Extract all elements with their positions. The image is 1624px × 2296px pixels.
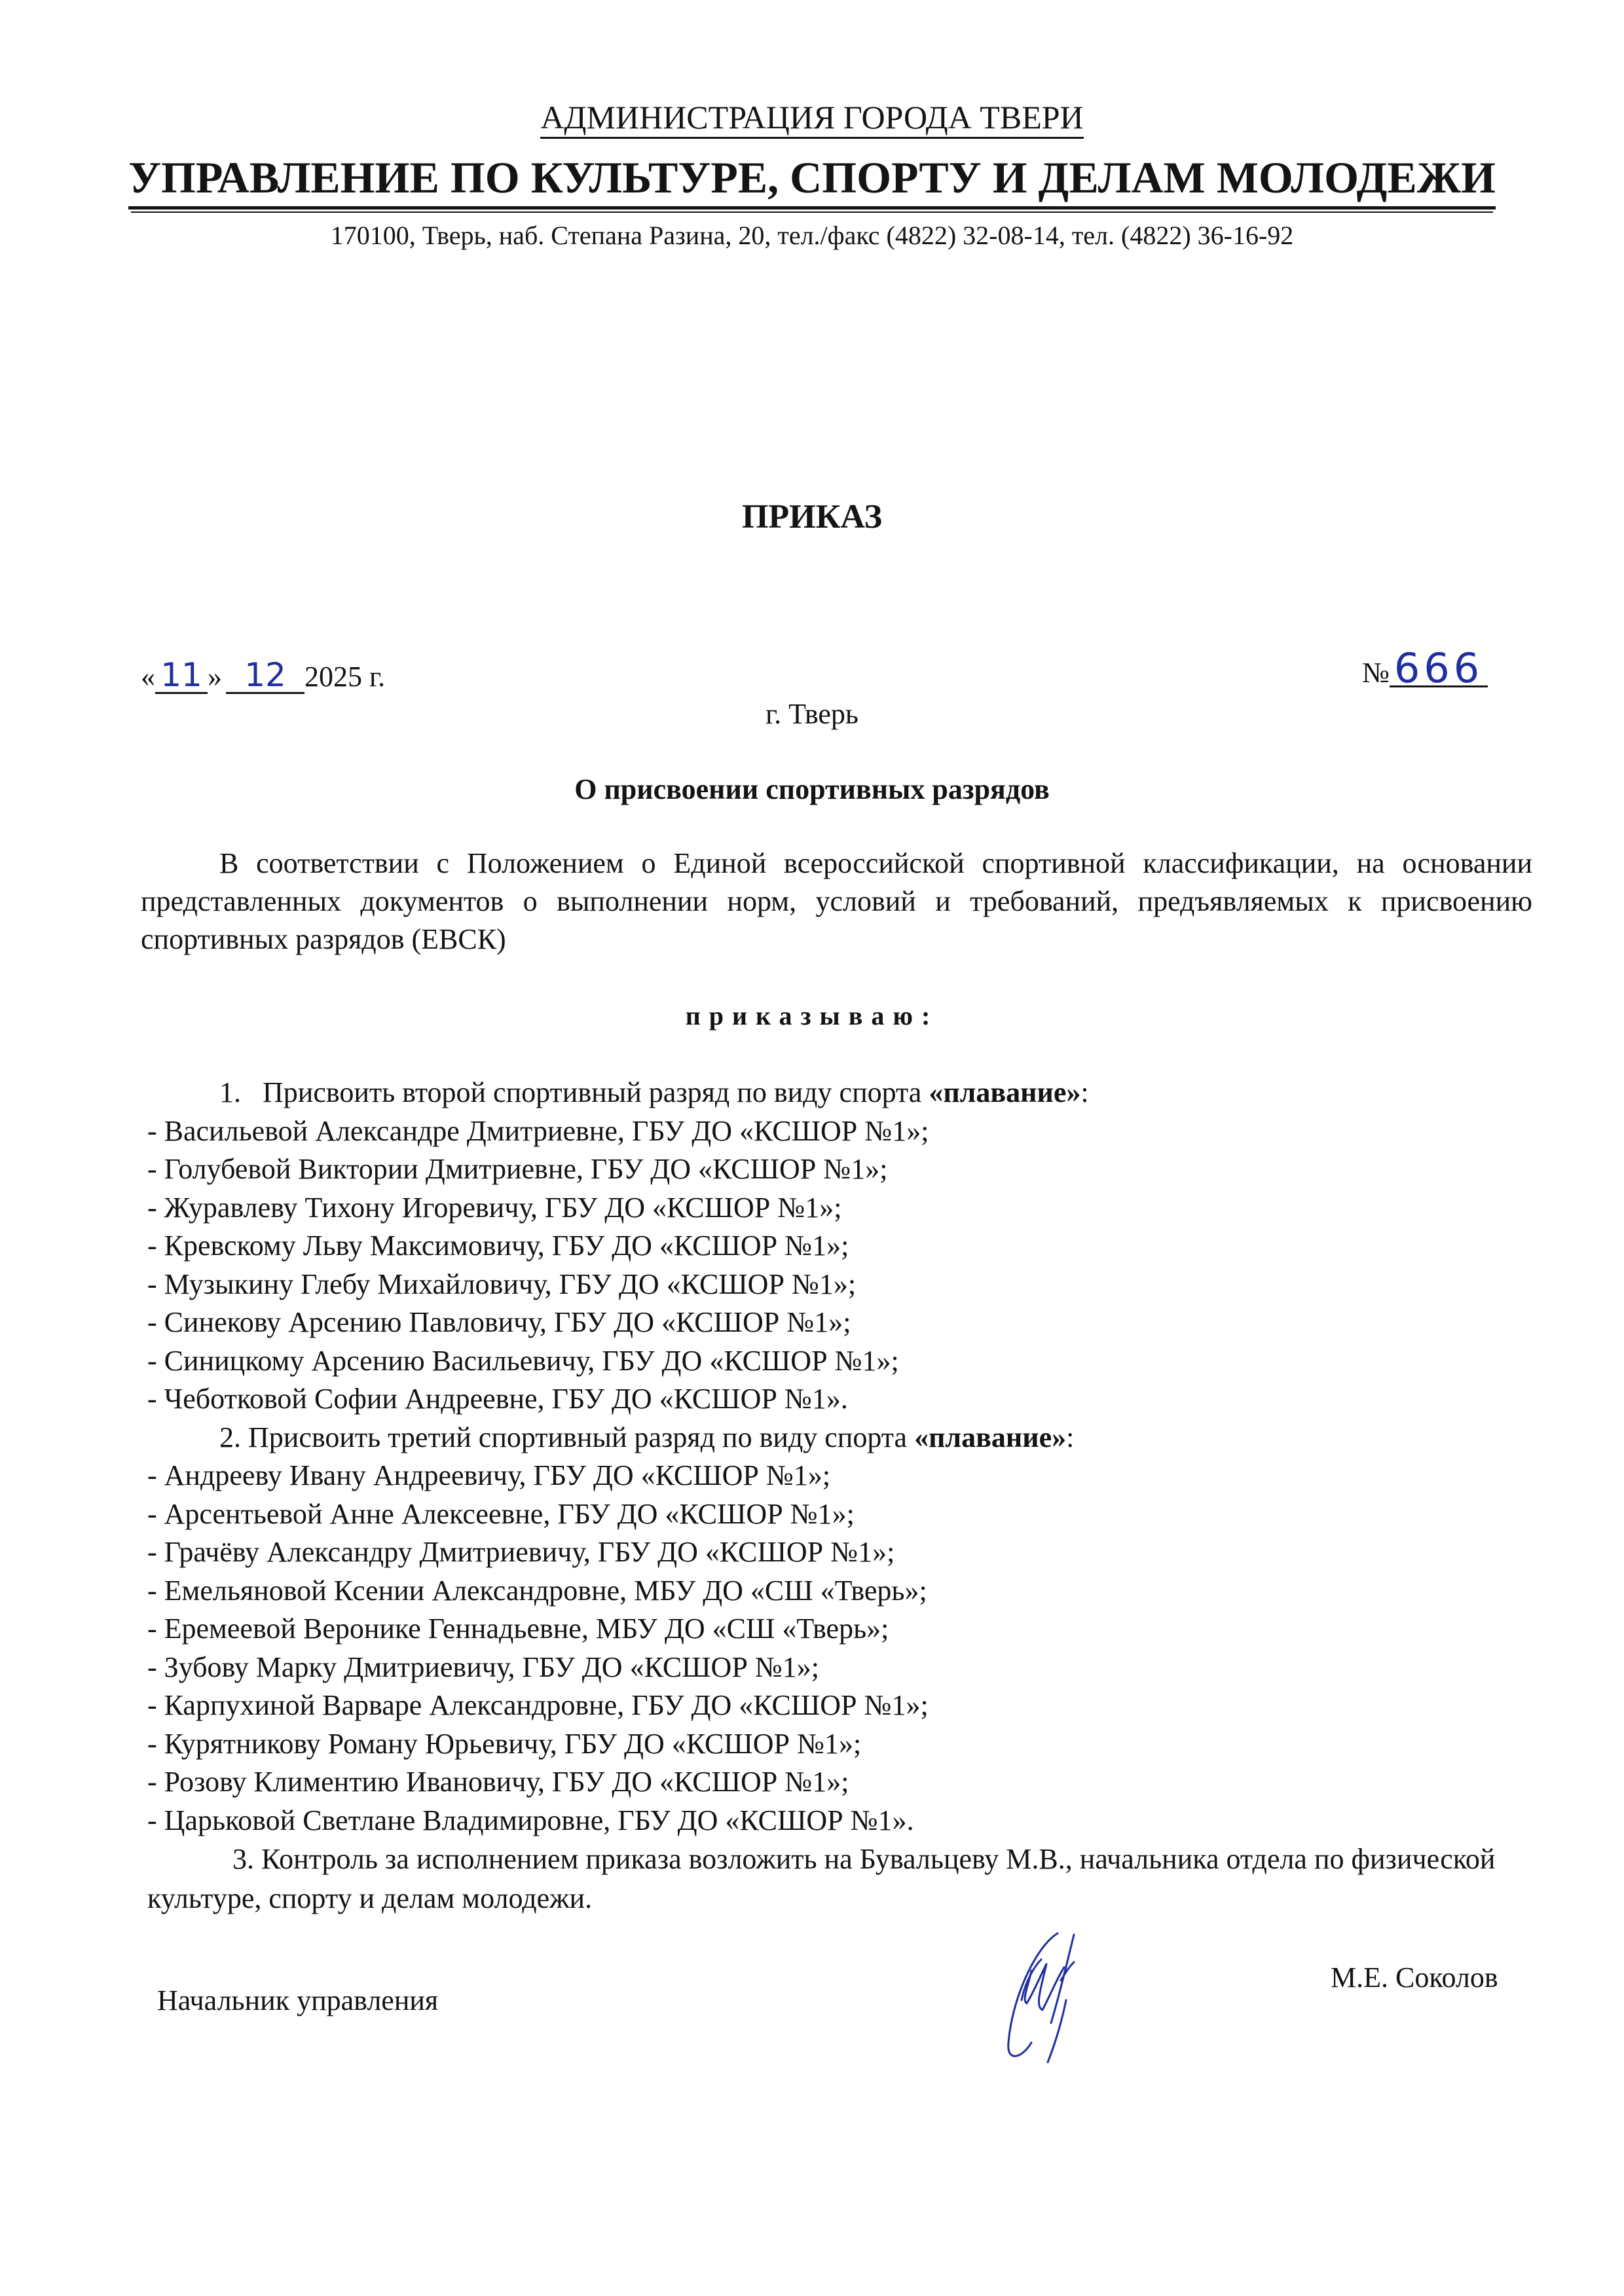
item-1-lead: 1. Присвоить второй спортивный разряд по виду спорта bbox=[219, 1076, 929, 1108]
administration-name: АДМИНИСТРАЦИЯ ГОРОДА ТВЕРИ bbox=[540, 99, 1083, 139]
list-item: - Еремеевой Веронике Геннадьевне, МБУ ДО «СШ «Тверь»; bbox=[147, 1613, 889, 1645]
list-item: - Карпухиной Варваре Александровне, ГБУ ДО «КСШОР №1»; bbox=[147, 1689, 929, 1721]
list-item: - Кревскому Льву Максимовичу, ГБУ ДО «КСШОР №1»; bbox=[147, 1230, 849, 1262]
number-handwritten: 666 bbox=[1390, 651, 1488, 687]
list-item: - Розову Климентию Ивановичу, ГБУ ДО «КСШОР №1»; bbox=[147, 1766, 849, 1798]
list-item: - Емельяновой Ксении Александровне, МБУ ДО «СШ «Тверь»; bbox=[147, 1574, 927, 1607]
order-items bbox=[147, 1074, 1542, 1918]
list-item: - Арсентьевой Анне Алексеевне, ГБУ ДО «КСШОР №1»; bbox=[147, 1497, 855, 1530]
item-2-lead: 2. Присвоить третий спортивный разряд по виду спорта bbox=[219, 1421, 915, 1453]
order-item-1 bbox=[147, 1074, 1542, 1112]
document-date bbox=[141, 658, 385, 694]
document-subject: О присвоении спортивных разрядов bbox=[574, 773, 1050, 805]
list-item: - Зубову Марку Дмитриевичу, ГБУ ДО «КСШОР №1»; bbox=[147, 1650, 820, 1683]
administration-header bbox=[0, 98, 1624, 136]
date-day-handwritten: 11 bbox=[155, 658, 208, 694]
department-name: УПРАВЛЕНИЕ ПО КУЛЬТУРЕ, СПОРТУ И ДЕЛАМ МОЛОДЕЖИ bbox=[128, 152, 1496, 210]
list-item: - Царьковой Светлане Владимировне, ГБУ ДО «КСШОР №1». bbox=[147, 1804, 914, 1836]
list-item: - Грачёву Александру Дмитриевичу, ГБУ ДО «КСШОР №1»; bbox=[147, 1536, 895, 1568]
order-item-2 bbox=[147, 1419, 1542, 1457]
item-2-tail: : bbox=[1066, 1421, 1075, 1453]
list-item: - Васильевой Александре Дмитриевне, ГБУ ДО «КСШОР №1»; bbox=[147, 1114, 929, 1147]
preamble-paragraph: В соответствии с Положением о Единой всероссийской спортивной классификации, на основании представленных документов о выполнении норм, условий и требований, предъявляемых к присвоению спортивных разрядов (ЕВСК) bbox=[141, 847, 1532, 955]
document-title: ПРИКАЗ bbox=[741, 498, 883, 536]
signatory-name: М.Е. Соколов bbox=[1331, 1961, 1498, 1994]
item-2-sport: «плавание» bbox=[914, 1421, 1067, 1453]
item-1-tail: : bbox=[1080, 1076, 1089, 1108]
department-header bbox=[0, 152, 1624, 210]
document-city: г. Тверь bbox=[766, 698, 858, 730]
signatory-position: Начальник управления bbox=[157, 1984, 439, 2016]
list-item: - Синекову Арсению Павловичу, ГБУ ДО «КСШОР №1»; bbox=[147, 1306, 851, 1338]
list-item: - Синицкому Арсению Васильевичу, ГБУ ДО «КСШОР №1»; bbox=[147, 1344, 899, 1377]
item-1-sport: «плавание» bbox=[929, 1076, 1081, 1108]
order-word: приказываю: bbox=[685, 1001, 939, 1030]
list-item: - Журавлеву Тихону Игоревичу, ГБУ ДО «КСШОР №1»; bbox=[147, 1191, 842, 1224]
handwritten-signature-icon bbox=[995, 1928, 1166, 2079]
number-sign: № bbox=[1362, 657, 1390, 689]
list-item: - Голубевой Виктории Дмитриевне, ГБУ ДО «КСШОР №1»; bbox=[147, 1153, 888, 1185]
list-item: - Курятникову Роману Юрьевичу, ГБУ ДО «КСШОР №1»; bbox=[147, 1727, 862, 1760]
date-month-handwritten: 12 bbox=[226, 658, 304, 694]
list-item: - Андрееву Ивану Андреевичу, ГБУ ДО «КСШОР №1»; bbox=[147, 1459, 831, 1491]
department-address: 170100, Тверь, наб. Степана Разина, 20, тел./факс (4822) 32-08-14, тел. (4822) 36-16-92 bbox=[330, 221, 1294, 250]
date-open-quote: « bbox=[141, 661, 155, 693]
date-close-quote: » bbox=[208, 661, 222, 693]
list-item: - Чеботковой Софии Андреевне, ГБУ ДО «КСШОР №1». bbox=[147, 1383, 848, 1415]
document-number bbox=[1362, 644, 1488, 692]
date-year: 2025 г. bbox=[304, 661, 386, 693]
order-item-3: 3. Контроль за исполнением приказа возложить на Бувальцеву М.В., начальника отдела по физической культуре, спорту и делам молодежи. bbox=[147, 1843, 1496, 1914]
list-item: - Музыкину Глебу Михайловичу, ГБУ ДО «КСШОР №1»; bbox=[147, 1267, 857, 1300]
